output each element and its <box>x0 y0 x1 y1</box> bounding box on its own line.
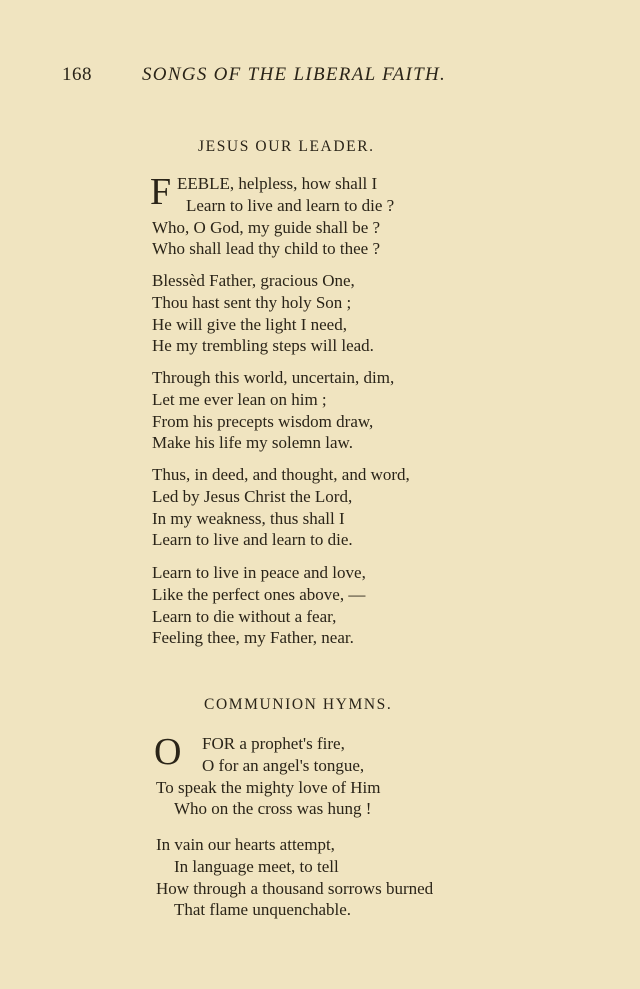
stanza-line: Who shall lead thy child to thee ? <box>152 239 381 259</box>
stanza-3 <box>152 367 394 454</box>
running-title: SONGS OF THE LIBERAL FAITH. <box>142 64 447 85</box>
stanza-line: Feeling thee, my Father, near. <box>152 628 354 648</box>
running-head <box>62 64 482 88</box>
stanza-line: That flame unquenchable. <box>174 900 352 920</box>
stanza-7 <box>156 834 433 921</box>
stanza-line: From his precepts wisdom draw, <box>152 411 374 431</box>
stanza-4 <box>152 464 410 551</box>
hymn-title-communion-hymns: COMMUNION HYMNS. <box>204 696 393 713</box>
stanza-5 <box>152 562 366 649</box>
stanza-line: O for an angel's tongue, <box>202 755 365 775</box>
stanza-line: Thou hast sent thy holy Son ; <box>152 292 352 312</box>
hymn-title-jesus-our-leader: JESUS OUR LEADER. <box>198 138 375 155</box>
stanza-line: In language meet, to tell <box>174 856 339 876</box>
stanza-line: He my trembling steps will lead. <box>152 336 374 356</box>
stanza-6 <box>156 733 381 820</box>
drop-cap-f: F <box>150 171 172 213</box>
stanza-line: Let me ever lean on him ; <box>152 389 327 409</box>
stanza-1 <box>152 173 394 260</box>
stanza-line: Learn to live in peace and love, <box>152 563 366 582</box>
stanza-line: Led by Jesus Christ the Lord, <box>152 486 353 506</box>
stanza-line: In vain our hearts attempt, <box>156 835 335 854</box>
stanza-line: How through a thousand sorrows burned <box>156 878 434 898</box>
stanza-2 <box>152 270 374 357</box>
stanza-line: To speak the mighty love of Him <box>156 777 381 797</box>
stanza-line: Who on the cross was hung ! <box>174 799 372 819</box>
stanza-line: Through this world, uncertain, dim, <box>152 368 395 387</box>
stanza-line: Thus, in deed, and thought, and word, <box>152 465 410 484</box>
page-number: 168 <box>62 64 92 85</box>
stanza-line: Like the perfect ones above, — <box>152 584 366 604</box>
stanza-line: Who, O God, my guide shall be ? <box>152 217 381 237</box>
stanza-line: Learn to die without a fear, <box>152 606 337 626</box>
stanza-line: FOR a prophet's fire, <box>202 734 345 753</box>
drop-cap-o: O <box>154 731 182 773</box>
stanza-line: Make his life my solemn law. <box>152 433 353 453</box>
stanza-line: Learn to live and learn to die ? <box>186 195 395 215</box>
stanza-line: In my weakness, thus shall I <box>152 508 345 528</box>
stanza-line: EEBLE, helpless, how shall I <box>177 174 378 193</box>
stanza-line: Blessèd Father, gracious One, <box>152 271 355 290</box>
stanza-line: He will give the light I need, <box>152 314 347 334</box>
stanza-line: Learn to live and learn to die. <box>152 530 353 550</box>
